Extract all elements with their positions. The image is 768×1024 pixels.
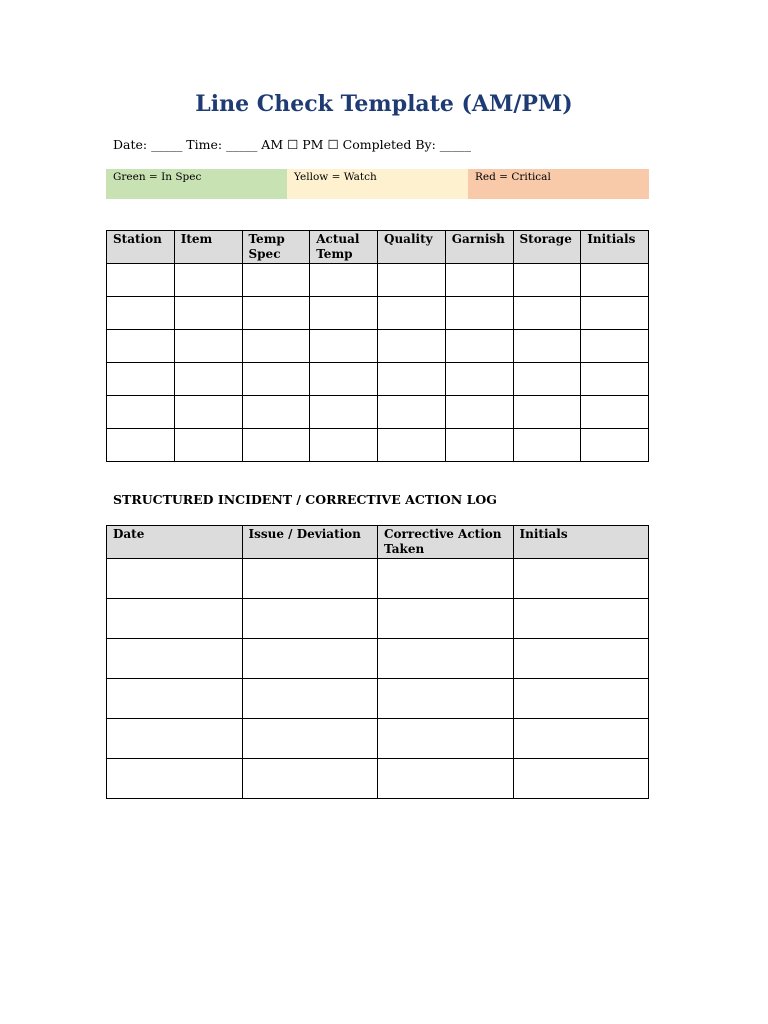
header-station: Station [107, 231, 175, 264]
table-cell[interactable] [107, 719, 243, 759]
table-row [107, 719, 649, 759]
header-issue-deviation: Issue / Deviation [242, 526, 378, 559]
incident-header-row [107, 526, 649, 559]
table-cell[interactable] [513, 429, 581, 462]
table-cell[interactable] [378, 639, 514, 679]
table-cell[interactable] [242, 330, 310, 363]
table-cell[interactable] [242, 396, 310, 429]
table-cell[interactable] [445, 297, 513, 330]
table-cell[interactable] [581, 264, 649, 297]
table-cell[interactable] [581, 363, 649, 396]
table-cell[interactable] [310, 396, 378, 429]
table-cell[interactable] [445, 396, 513, 429]
table-cell[interactable] [513, 599, 649, 639]
header-storage: Storage [513, 231, 581, 264]
table-cell[interactable] [445, 264, 513, 297]
table-cell[interactable] [242, 363, 310, 396]
table-cell[interactable] [513, 559, 649, 599]
table-cell[interactable] [174, 264, 242, 297]
line-check-body [107, 264, 649, 462]
table-cell[interactable] [107, 330, 175, 363]
table-cell[interactable] [445, 363, 513, 396]
header-incident-initials: Initials [513, 526, 649, 559]
table-cell[interactable] [378, 330, 446, 363]
table-cell[interactable] [378, 679, 514, 719]
table-cell[interactable] [378, 264, 446, 297]
table-cell[interactable] [107, 297, 175, 330]
table-cell[interactable] [445, 429, 513, 462]
header-item: Item [174, 231, 242, 264]
incident-log-heading: STRUCTURED INCIDENT / CORRECTIVE ACTION LOG [113, 492, 497, 507]
table-cell[interactable] [378, 759, 514, 799]
table-row [107, 559, 649, 599]
legend-yellow: Yellow = Watch [287, 169, 468, 199]
table-cell[interactable] [107, 396, 175, 429]
legend-red: Red = Critical [468, 169, 649, 199]
table-row [107, 759, 649, 799]
header-actual-temp: Actual Temp [310, 231, 378, 264]
table-row [107, 639, 649, 679]
table-cell[interactable] [581, 330, 649, 363]
table-cell[interactable] [107, 264, 175, 297]
table-row [107, 429, 649, 462]
table-row [107, 264, 649, 297]
table-cell[interactable] [107, 599, 243, 639]
table-cell[interactable] [107, 559, 243, 599]
table-cell[interactable] [378, 599, 514, 639]
line-check-table [106, 230, 649, 462]
table-cell[interactable] [174, 363, 242, 396]
header-corrective-action: Corrective Action Taken [378, 526, 514, 559]
table-cell[interactable] [242, 759, 378, 799]
table-row [107, 599, 649, 639]
table-row [107, 679, 649, 719]
table-cell[interactable] [513, 639, 649, 679]
table-row [107, 297, 649, 330]
table-cell[interactable] [174, 396, 242, 429]
table-cell[interactable] [378, 363, 446, 396]
table-cell[interactable] [310, 429, 378, 462]
header-garnish: Garnish [445, 231, 513, 264]
header-temp-spec: Temp Spec [242, 231, 310, 264]
table-cell[interactable] [242, 297, 310, 330]
page-title: Line Check Template (AM/PM) [195, 91, 573, 117]
table-cell[interactable] [174, 330, 242, 363]
legend-green: Green = In Spec [106, 169, 287, 199]
table-cell[interactable] [107, 363, 175, 396]
table-cell[interactable] [310, 297, 378, 330]
table-cell[interactable] [513, 363, 581, 396]
table-cell[interactable] [174, 429, 242, 462]
table-row [107, 396, 649, 429]
table-cell[interactable] [242, 429, 310, 462]
table-cell[interactable] [581, 396, 649, 429]
table-cell[interactable] [378, 559, 514, 599]
table-cell[interactable] [107, 639, 243, 679]
table-row [107, 363, 649, 396]
table-cell[interactable] [513, 330, 581, 363]
table-cell[interactable] [513, 396, 581, 429]
table-cell[interactable] [378, 297, 446, 330]
table-cell[interactable] [242, 639, 378, 679]
meta-line: Date: _____ Time: _____ AM ☐ PM ☐ Completed By: _____ [113, 137, 472, 152]
table-cell[interactable] [107, 679, 243, 719]
table-cell[interactable] [107, 429, 175, 462]
table-cell[interactable] [242, 719, 378, 759]
table-cell[interactable] [242, 559, 378, 599]
table-cell[interactable] [513, 719, 649, 759]
table-cell[interactable] [513, 759, 649, 799]
table-cell[interactable] [445, 330, 513, 363]
table-cell[interactable] [242, 264, 310, 297]
table-cell[interactable] [174, 297, 242, 330]
table-row [107, 330, 649, 363]
line-check-header-row [107, 231, 649, 264]
table-cell[interactable] [310, 363, 378, 396]
table-cell[interactable] [310, 264, 378, 297]
table-cell[interactable] [513, 264, 581, 297]
table-cell[interactable] [378, 429, 446, 462]
color-legend [106, 169, 649, 199]
header-initials: Initials [581, 231, 649, 264]
table-cell[interactable] [242, 599, 378, 639]
incident-body [107, 559, 649, 799]
header-quality: Quality [378, 231, 446, 264]
table-cell[interactable] [581, 297, 649, 330]
table-cell[interactable] [581, 429, 649, 462]
table-cell[interactable] [310, 330, 378, 363]
table-cell[interactable] [242, 679, 378, 719]
table-cell[interactable] [513, 679, 649, 719]
table-cell[interactable] [378, 719, 514, 759]
table-cell[interactable] [378, 396, 446, 429]
header-date: Date [107, 526, 243, 559]
table-cell[interactable] [107, 759, 243, 799]
table-cell[interactable] [513, 297, 581, 330]
incident-log-table [106, 525, 649, 799]
